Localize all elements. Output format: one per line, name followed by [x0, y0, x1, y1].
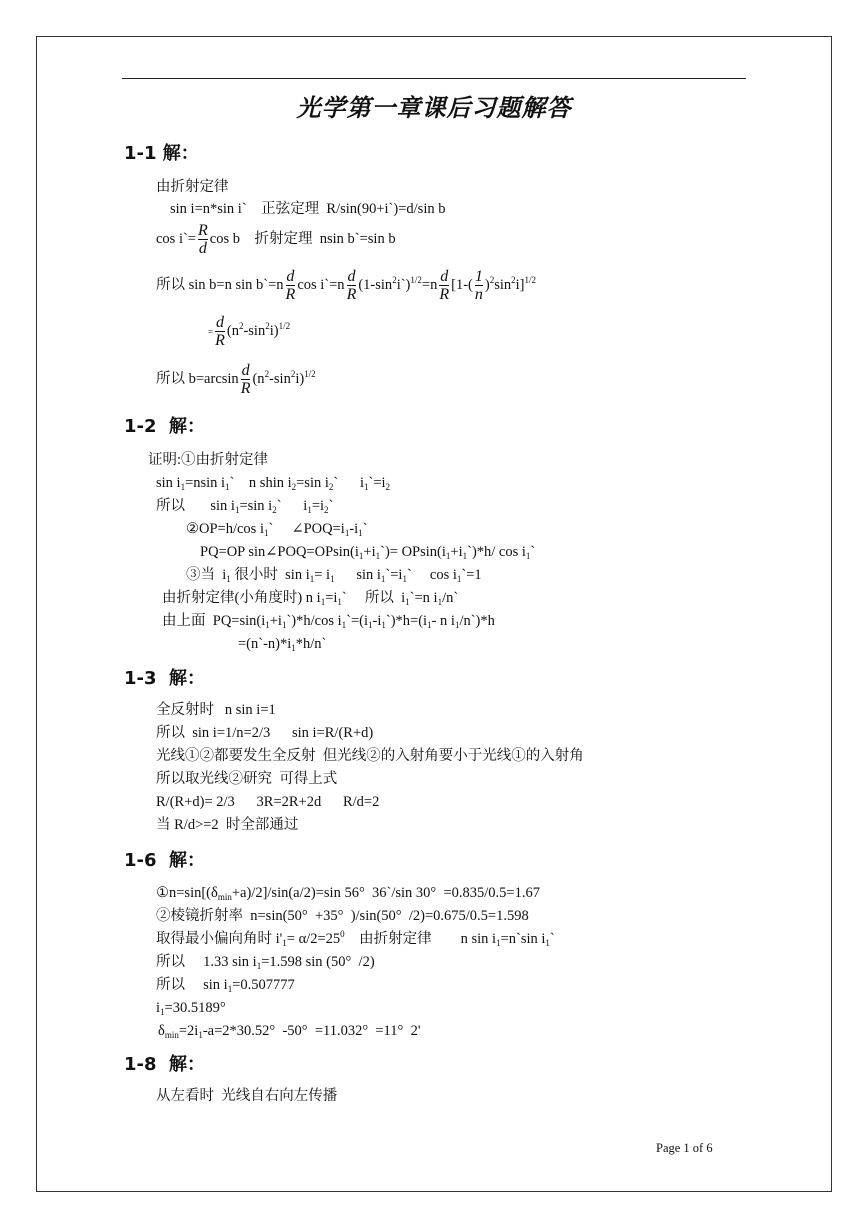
equation-line: 所以 $\sin i_1=0.507777$ [156, 977, 295, 994]
equation-line: ③当 $i_1$ 很小时 $\sin i_1= i_1$ $\sin i_1`=i_1`$ $\cos i_1`=1$ [186, 567, 482, 584]
text-line: ②棱镜折射率 n=sin(50° +35° )/sin(50° /2)=0.675/0.5=1.598 [156, 908, 529, 924]
text-line: 光线①②都要发生全反射 但光线②的入射角要小于光线①的入射角 [156, 748, 584, 764]
text-line: 所以 sin i=1/n=2/3 sin i=R/(R+d) [156, 725, 374, 741]
equation-line: $\sin i_1=nsin$ $i_1`$ n shin $i_2=\sin$ $i_2`$ $i_1`=i_2$ [156, 475, 391, 492]
text-line: 当 R/d>=2 时全部通过 [156, 817, 299, 833]
equation-line: 取得最小偏向角时 $i'_1= \alpha/2=25^0$ 由折射定律 n $\sin i_1=n`\sin$ $i_1`$ [156, 929, 555, 948]
section-heading-1-6: 1-6 解： [124, 850, 206, 871]
equation-line: $=(n`-n)*i_1*h/n`$ [238, 636, 327, 653]
fraction: $\frac{d}{R}$ [346, 268, 357, 303]
text-line: 所以取光线②研究 可得上式 [156, 771, 338, 787]
equation-line: 所以 sin b=n sin b`=n $\frac{d}{R}$ cos i`=n $\frac{d}{R}$ $(1-\sin^2i`)^{1/2}=n$ $\frac{d}{R}$ [1-( $\frac{1}{n}$ )$^2\sin^2i]^{1/2}$ [156, 268, 536, 303]
text-line: R/(R+d)= 2/3 3R=2R+2d R/d=2 [156, 794, 380, 810]
equation-line: $i_1=30.5189^\circ$ [156, 1000, 226, 1017]
text-line: 从左看时 光线自右向左传播 [156, 1088, 338, 1104]
page-number: Page 1 of 6 [656, 1141, 713, 1155]
equation-line: $\delta_{min}=2i_1-a=2*30.52^\circ$ -50° =11.032° =11° 2' [158, 1023, 421, 1040]
fraction: $\frac{R}{d}$ [198, 222, 208, 257]
fraction: $\frac{1}{n}$ [474, 268, 483, 303]
text-line: sin i=n*sin i` 正弦定理 R/sin(90+i`)=d/sin b [170, 201, 446, 217]
equation-line: 所以 b=arcsin $\frac{d}{R}$ $(n^2-\sin^2i)^{1/2}$ [156, 362, 316, 397]
section-heading-1-3: 1-3 解： [124, 668, 206, 689]
equation-line: $①n=\sin[(\delta_{min}+a)/2]/\sin(a/2)=\sin$ 56° 36`/sin 30° =0.835/0.5=1.67 [156, 885, 540, 902]
equation-line: ②OP=h/cos $i_1`$ $\angle POQ=i_1-i_1`$ [186, 521, 368, 538]
equation-line: 所以 $\sin i_1=\sin$ $i_2`$ $i_1=i_2`$ [156, 498, 334, 515]
section-heading-1-1: 1-1 解： [124, 143, 199, 164]
equation-line: PQ=OP $\sin\angle POQ=OPsin(i_1+i_1`)=$ $OPsin(i_1+i_1`)*h/$ $\cos i_1`$ [200, 544, 536, 561]
header-rule [122, 78, 746, 79]
fraction: $\frac{d}{R}$ [439, 268, 450, 303]
equation-line: 所以 1.33 $\sin i_1=1.598$ sin (50° /2) [156, 954, 375, 971]
equation-line: cos i`= $\frac{R}{d}$ cos b 折射定理 nsin b`=sin b [156, 222, 396, 257]
fraction: $\frac{d}{R}$ [215, 314, 225, 349]
text-line: 由折射定律 [156, 179, 229, 195]
equation-line: 由上面 $PQ=\sin(i_1+i_1`)*h/\cos$ $i_1`=(i_1-i_1`)*h=(i_1-$ n $i_1/n`)*h$ [162, 613, 495, 630]
equation-line: 由折射定律(小角度时) n $i_1=i_1`$ 所以 $i_1`=n$ $i_1/n`$ [162, 590, 459, 607]
page-title: 光学第一章课后习题解答 [296, 94, 572, 122]
text-line: 证明:①由折射定律 [148, 452, 269, 468]
text-line: 全反射时 n sin i=1 [156, 702, 276, 718]
fraction: $\frac{d}{R}$ [285, 268, 296, 303]
fraction: $\frac{d}{R}$ [240, 362, 251, 397]
equation-line: = $\frac{d}{R}$ $(n^2-\sin^2i)^{1/2}$ [208, 314, 291, 349]
section-heading-1-2: 1-2 解： [124, 416, 206, 437]
section-heading-1-8: 1-8 解： [124, 1054, 206, 1075]
